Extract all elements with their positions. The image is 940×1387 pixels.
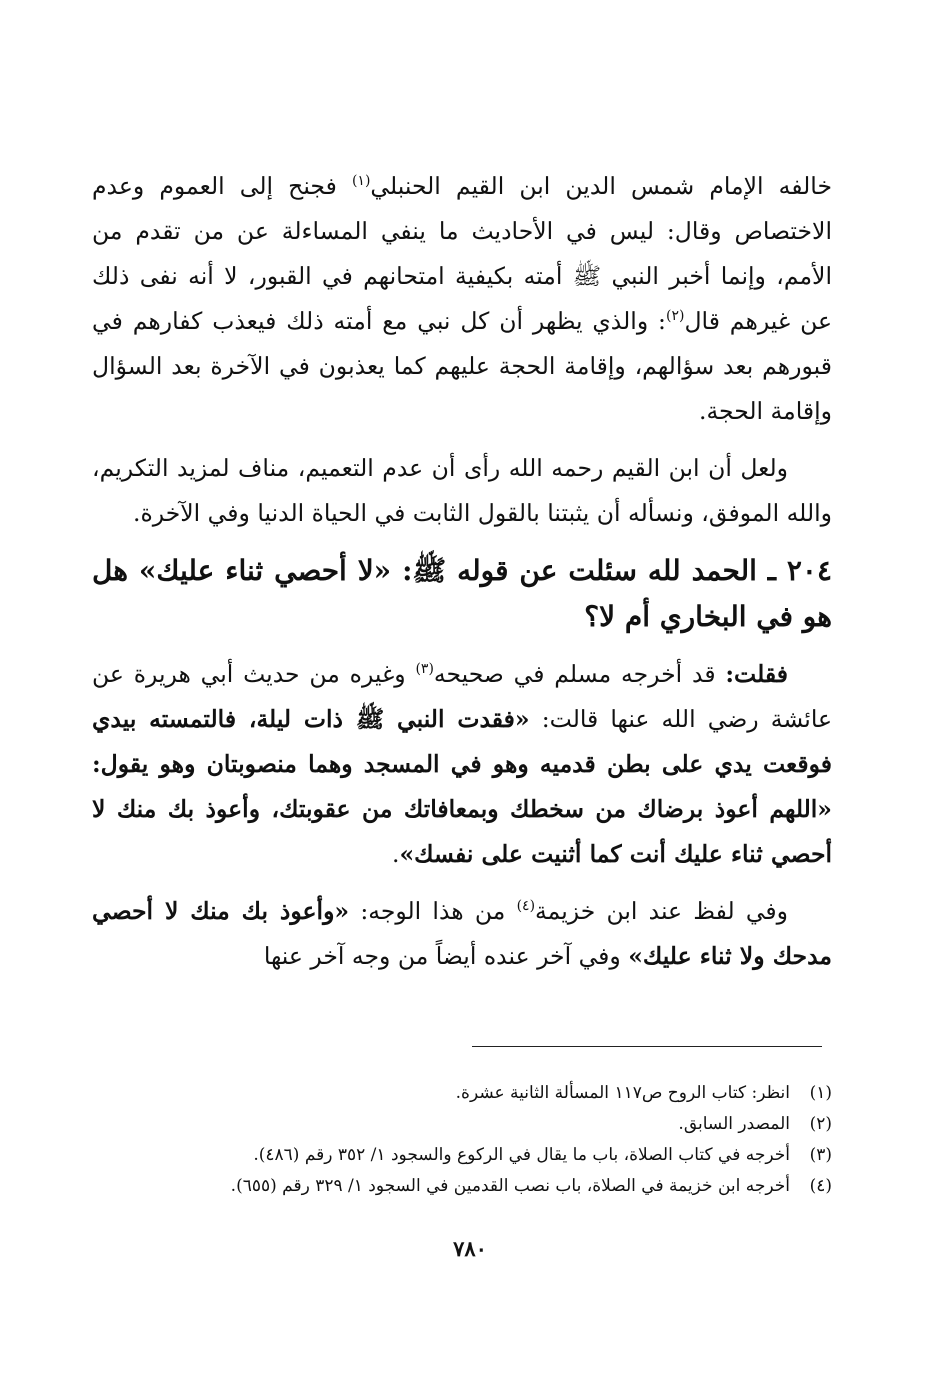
hadith-quote-2: «وأعوذ بك منك لا أحصي مدحك ولا ثناء عليك»	[92, 897, 832, 970]
main-text	[92, 164, 832, 991]
footnote-ref-3: (٣)	[415, 661, 434, 678]
footnote-number: (٢)	[809, 1114, 832, 1134]
footnote-ref-4: (٤)	[516, 898, 536, 915]
page-number: ٧٨٠	[453, 1236, 487, 1261]
paragraph-4: وفي لفظ عند ابن خزيمة$^{(٤)}$ من هذا الوجه: «وأعوذ بك منك لا أحصي مدحك ولا ثناء عليك» وفي آخر عنده أيضاً من وجه آخر عنها	[92, 897, 832, 970]
footnotes	[92, 1078, 832, 1202]
footnote-ref-2: (٢)	[665, 308, 685, 325]
paragraph-2: ولعل أن ابن القيم رحمه الله رأى أن عدم التعميم، مناف لمزيد التكريم، والله الموفق، ونسأله أن يثبتنا بالقول الثابت في الحياة الدنيا وفي الآخرة.	[92, 454, 832, 527]
footnote-number: (٣)	[809, 1145, 832, 1165]
footnote-item	[92, 1140, 832, 1171]
footnote-text: المصدر السابق.	[678, 1114, 790, 1134]
footnote-text: أخرجه ابن خزيمة في الصلاة، باب نصب القدمين في السجود ١/ ٣٢٩ رقم (٦٥٥).	[230, 1176, 790, 1196]
footnote-divider	[472, 1046, 822, 1047]
footnote-number: (١)	[809, 1083, 832, 1103]
question-heading: ٢٠٤ ـ الحمد لله سئلت عن قوله ﷺ: «لا أحصي ثناء عليك» هل هو في البخاري أم لا؟	[92, 554, 832, 633]
paragraph-1: خالفه الإمام شمس الدين ابن القيم الحنبلي$^{(١)}$ فجنح إلى العموم وعدم الاختصاص وقال: ليس في الأحاديث ما ينفي المساءلة عن من تقدم من الأمم، وإنما أخبر النبي ﷺ أمته بكيفية امتحانهم في القبور، لا أنه نفى ذلك عن غيرهم قال$^{(٢)}$: والذي يظهر أن كل نبي مع أمته ذلك فيعذب كفارهم في قبورهم بعد سؤالهم، وإقامة الحجة عليهم كما يعذبون في الآخرة بعد السؤال وإقامة الحجة.	[92, 172, 832, 425]
footnote-item	[92, 1078, 832, 1109]
footnote-text: انظر: كتاب الروح ص١١٧ المسألة الثانية عشرة.	[455, 1083, 790, 1103]
footnote-number: (٤)	[809, 1176, 832, 1196]
hadith-quote: «فقدت النبي ﷺ ذات ليلة، فالتمسته بيدي فوقعت يدي على بطن قدميه وهو في المسجد وهما منصوبتان وهو يقول: «اللهم أعوذ برضاك من سخطك وبمعافاتك من عقوبتك، وأعوذ بك منك لا أحصي ثناء عليك أنت كما أثنيت على نفسك»	[92, 705, 832, 868]
paragraph-3: فقلت: قد أخرجه مسلم في صحيحه$^{(٣)}$ وغيره من حديث أبي هريرة عن عائشة رضي الله عنها قالت: «فقدت النبي ﷺ ذات ليلة، فالتمسته بيدي فوقعت يدي على بطن قدميه وهو في المسجد وهما منصوبتان وهو يقول: «اللهم أعوذ برضاك من سخطك وبمعافاتك من عقوبتك، وأعوذ بك منك لا أحصي ثناء عليك أنت كما أثنيت على نفسك».	[92, 660, 833, 868]
footnote-item	[92, 1109, 832, 1140]
footnote-item	[92, 1171, 832, 1202]
footnote-text: أخرجه في كتاب الصلاة، باب ما يقال في الركوع والسجود ١/ ٣٥٢ رقم (٤٨٦).	[253, 1145, 790, 1165]
footnote-ref-1: (١)	[351, 173, 371, 190]
answer-lead: فقلت:	[725, 660, 788, 688]
